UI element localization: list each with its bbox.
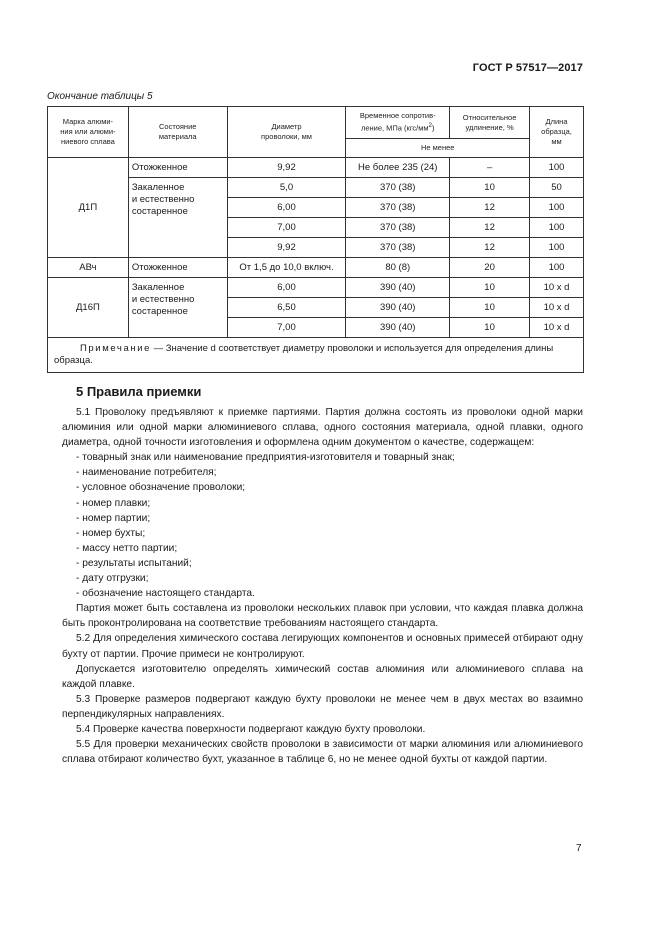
paragraph: 5.5 Для проверки механических свойств проволоки в зависимости от марки алюминия или алюминиевого сплава отбирают количество бухт, указанное в таблице 6, но не менее одной бухты от каждой партии. [62,739,583,766]
list-item: - товарный знак или наименование предприятия-изготовителя и товарный знак; [76,452,455,464]
note-label: Примечание [80,343,151,354]
header-min: Не менее [346,139,530,158]
diameter-cell: 7,00 [227,318,346,338]
header-length: Длина образца, мм [530,107,584,158]
paragraph: Партия может быть составлена из проволоки нескольких плавок при условии, что каждая плавка должна быть проконтролирована на соответствие требованиям настоящего стандарта. [62,603,583,630]
strength-cell: 390 (40) [346,318,450,338]
header-strength: Временное сопротив- ление, МПа $(кгс/мм^2)$ [346,107,450,139]
state-cell: Закаленное и естественно состаренное [128,278,227,338]
grade-cell-d16p: Д16П [48,278,129,338]
diameter-cell: 7,00 [227,218,346,238]
list-item: - условное обозначение проволоки; [76,482,246,494]
length-cell: 100 [530,258,584,278]
table-caption: Окончание таблицы 5 [47,91,153,102]
elongation-cell: 10 [450,278,530,298]
diameter-cell: 6,50 [227,298,346,318]
state-cell: Отожженное [128,258,227,278]
elongation-cell: 12 [450,198,530,218]
paragraph: 5.1 Проволоку предъявляют к приемке партиями. Партия должна состоять из проволоки одной марки алюминия или одной марки алюминиевого сплава, одного состояния материала, одной плавки, одного диаметра, одной точности изготовления и оформлена одним документом о качестве, содержащем: [62,407,583,449]
elongation-cell: 20 [450,258,530,278]
table-header-row [48,107,584,139]
elongation-cell: 10 [450,298,530,318]
paragraph: 5.4 Проверке качества поверхности подвергают каждую бухту проволоки. [76,723,426,735]
strength-cell: 370 (38) [346,198,450,218]
diameter-cell: 5,0 [227,178,346,198]
state-cell: Отожженное [128,158,227,178]
list-item: - номер бухты; [76,527,146,539]
table-row [48,258,584,278]
strength-cell: 370 (38) [346,218,450,238]
table-note [48,338,584,373]
grade-cell-avch: АВч [48,258,129,278]
elongation-cell: 10 [450,178,530,198]
section-body [62,405,583,767]
elongation-cell: 10 [450,318,530,338]
diameter-cell: 9,92 [227,158,346,178]
diameter-cell: От 1,5 до 10,0 включ. [227,258,346,278]
length-cell: 10 x d [530,318,584,338]
strength-cell: 390 (40) [346,298,450,318]
paragraph: Допускается изготовителю определять химический состав алюминия или алюминиевого сплава на каждой плавке. [62,663,583,690]
table-row [48,158,584,178]
list-item: - массу нетто партии; [76,542,178,554]
grade-cell-d1p: Д1П [48,158,129,258]
document-code: ГОСТ Р 57517—2017 [472,62,583,74]
list-item: - обозначение настоящего стандарта. [76,588,255,600]
header-state: Состояние материала [128,107,227,158]
page-number: 7 [576,843,582,854]
diameter-cell: 9,92 [227,238,346,258]
list-item: - номер партии; [76,512,151,524]
diameter-cell: 6,00 [227,198,346,218]
strength-cell: 80 (8) [346,258,450,278]
length-cell: 50 [530,178,584,198]
elongation-cell: 12 [450,238,530,258]
length-cell: 10 x d [530,278,584,298]
header-diameter: Диаметр проволоки, мм [227,107,346,158]
list-item: - результаты испытаний; [76,557,192,569]
properties-table [47,106,584,373]
note-text: — Значение d соответствует диаметру проволоки и используется для определения длины образца. [54,343,554,366]
table-row [48,178,584,198]
length-cell: 100 [530,218,584,238]
length-cell: 100 [530,198,584,218]
paragraph: 5.3 Проверке размеров подвергают каждую бухту проволоки не менее чем в двух местах во взаимно перпендикулярных направлениях. [62,693,583,720]
elongation-cell: – [450,158,530,178]
table-note-row [48,338,584,373]
header-elongation: Относительное удлинение, % [450,107,530,139]
strength-cell: 370 (38) [346,178,450,198]
paragraph: 5.2 Для определения химического состава легирующих компонентов и основных примесей отбирают одну бухту от партии. Прочие примеси не контролируют. [62,633,583,660]
diameter-cell: 6,00 [227,278,346,298]
strength-cell: 370 (38) [346,238,450,258]
length-cell: 100 [530,238,584,258]
list-item: - номер плавки; [76,497,151,509]
table-row [48,278,584,298]
list-item: - наименование потребителя; [76,467,217,479]
list-item: - дату отгрузки; [76,573,149,585]
strength-cell: Не более 235 (24) [346,158,450,178]
section-title: 5 Правила приемки [76,384,202,399]
length-cell: 100 [530,158,584,178]
state-cell: Закаленное и естественно состаренное [128,178,227,258]
strength-cell: 390 (40) [346,278,450,298]
requirements-list [62,450,583,601]
elongation-cell: 12 [450,218,530,238]
length-cell: 10 x d [530,298,584,318]
header-grade: Марка алюми- ния или алюми- ниевого сплава [48,107,129,158]
